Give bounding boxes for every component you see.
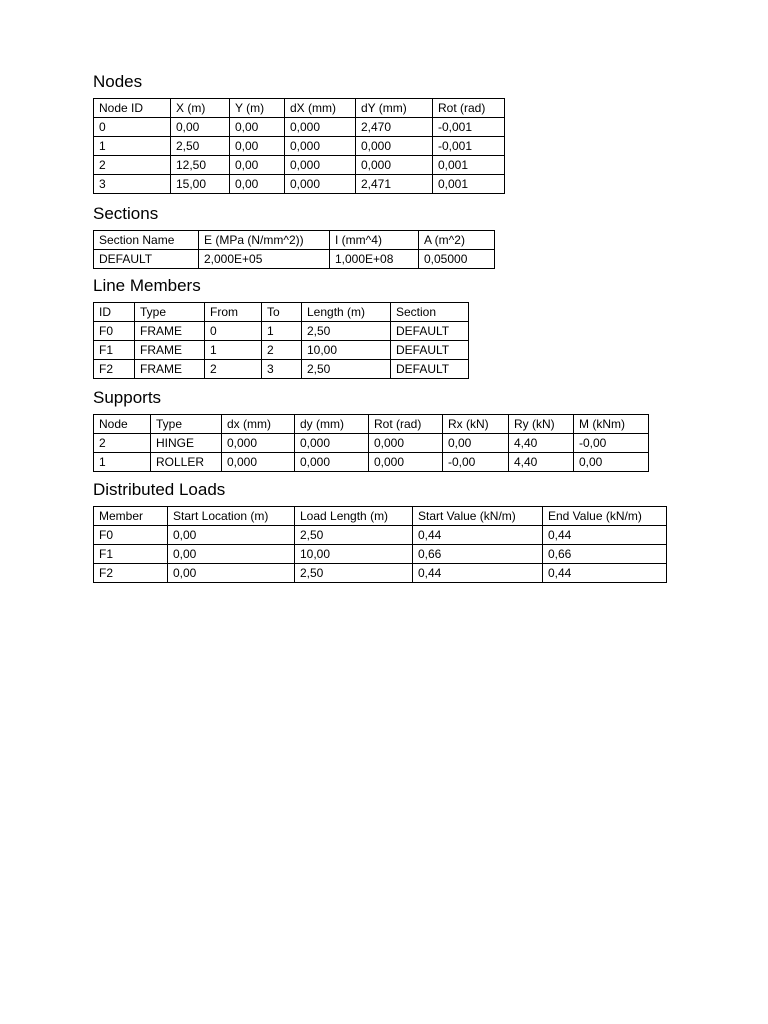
table-cell: 15,00 [171,175,230,194]
table-cell: 2,50 [302,322,391,341]
column-header: Rx (kN) [443,415,509,434]
table-row [94,118,505,137]
table-cell: 1 [94,137,171,156]
table-cell: 2 [262,341,302,360]
table-cell: 1 [262,322,302,341]
table-cell: 0,00 [230,118,285,137]
column-header: Length (m) [302,303,391,322]
table-cell: DEFAULT [391,341,469,360]
table-cell: 1,000E+08 [330,250,419,269]
table-row [94,360,469,379]
table-cell: 2,000E+05 [199,250,330,269]
table-cell: F2 [94,360,135,379]
table-cell: 0,000 [285,118,356,137]
table-cell: 0,44 [413,526,543,545]
distributed-loads-table [93,506,667,583]
table-cell: 0,001 [433,156,505,175]
table-cell: 0 [205,322,262,341]
table-cell: 0,001 [433,175,505,194]
table-cell: 0,00 [171,118,230,137]
table-row [94,175,505,194]
column-header: ID [94,303,135,322]
table-cell: 2,470 [356,118,433,137]
table-cell: 0,05000 [419,250,495,269]
table-cell: 2,50 [302,360,391,379]
column-header: Rot (rad) [433,99,505,118]
column-header: E (MPa (N/mm^2)) [199,231,330,250]
column-header: dy (mm) [295,415,369,434]
column-header: I (mm^4) [330,231,419,250]
nodes-section [93,72,505,194]
column-header: dX (mm) [285,99,356,118]
sections-table [93,230,495,269]
table-cell: 0,66 [413,545,543,564]
table-cell: F0 [94,322,135,341]
table-cell: HINGE [151,434,222,453]
table-cell: 12,50 [171,156,230,175]
column-header: M (kNm) [574,415,649,434]
table-cell: 0,00 [443,434,509,453]
table-cell: 0,00 [168,564,295,583]
table-cell: F0 [94,526,168,545]
table-cell: 0,66 [543,545,667,564]
table-cell: 4,40 [509,453,574,472]
table-cell: 2,471 [356,175,433,194]
table-cell: 0,00 [168,526,295,545]
column-header: Ry (kN) [509,415,574,434]
table-cell: -0,00 [443,453,509,472]
column-header: Y (m) [230,99,285,118]
column-header: Type [151,415,222,434]
column-header: X (m) [171,99,230,118]
table-cell: 2 [205,360,262,379]
table-header-row [94,303,469,322]
sections-section [93,204,495,269]
table-cell: DEFAULT [391,360,469,379]
table-cell: 0 [94,118,171,137]
table-cell: FRAME [135,360,205,379]
column-header: Rot (rad) [369,415,443,434]
column-header: dx (mm) [222,415,295,434]
distributed-loads-section [93,480,667,583]
table-cell: 2,50 [171,137,230,156]
table-cell: 0,000 [222,453,295,472]
column-header: Section [391,303,469,322]
table-cell: 0,00 [230,175,285,194]
table-cell: 0,00 [230,137,285,156]
table-cell: 2,50 [295,526,413,545]
column-header: Section Name [94,231,199,250]
table-cell: 0,000 [285,175,356,194]
table-cell: FRAME [135,322,205,341]
table-cell: F1 [94,545,168,564]
nodes-heading: Nodes [93,72,143,91]
nodes-table [93,98,505,194]
supports-table [93,414,649,472]
table-cell: 1 [205,341,262,360]
table-row [94,526,667,545]
table-cell: 3 [262,360,302,379]
table-cell: 0,000 [222,434,295,453]
column-header: Node ID [94,99,171,118]
table-header-row [94,507,667,526]
table-cell: DEFAULT [94,250,199,269]
table-cell: 0,000 [295,434,369,453]
table-cell: 10,00 [295,545,413,564]
column-header: From [205,303,262,322]
table-cell: 0,000 [369,453,443,472]
table-cell: 2,50 [295,564,413,583]
table-cell: 0,000 [369,434,443,453]
table-row [94,137,505,156]
table-row [94,156,505,175]
column-header: To [262,303,302,322]
table-header-row [94,231,495,250]
table-header-row [94,415,649,434]
table-cell: FRAME [135,341,205,360]
table-row [94,434,649,453]
table-cell: 0,00 [168,545,295,564]
column-header: Load Length (m) [295,507,413,526]
table-cell: DEFAULT [391,322,469,341]
column-header: Start Location (m) [168,507,295,526]
table-cell: 0,00 [574,453,649,472]
table-cell: 10,00 [302,341,391,360]
line-members-heading: Line Members [93,276,201,295]
table-cell: 0,000 [285,156,356,175]
column-header: Type [135,303,205,322]
table-cell: 0,00 [230,156,285,175]
table-row [94,564,667,583]
column-header: Member [94,507,168,526]
distributed-loads-heading: Distributed Loads [93,480,226,499]
table-cell: 4,40 [509,434,574,453]
column-header: A (m^2) [419,231,495,250]
column-header: Start Value (kN/m) [413,507,543,526]
column-header: End Value (kN/m) [543,507,667,526]
column-header: Node [94,415,151,434]
table-cell: 3 [94,175,171,194]
table-cell: 0,000 [356,156,433,175]
table-cell: -0,001 [433,137,505,156]
table-row [94,250,495,269]
table-row [94,545,667,564]
line-members-table [93,302,469,379]
table-cell: 2 [94,434,151,453]
table-row [94,322,469,341]
table-header-row [94,99,505,118]
table-cell: 0,44 [543,526,667,545]
column-header: dY (mm) [356,99,433,118]
table-cell: 0,000 [356,137,433,156]
table-cell: F2 [94,564,168,583]
supports-section [93,388,649,472]
table-cell: 0,000 [295,453,369,472]
table-cell: -0,001 [433,118,505,137]
table-row [94,453,649,472]
table-cell: 1 [94,453,151,472]
table-cell: 2 [94,156,171,175]
line-members-section [93,276,469,379]
table-row [94,341,469,360]
supports-heading: Supports [93,388,162,407]
sections-heading: Sections [93,204,159,223]
table-cell: -0,00 [574,434,649,453]
table-cell: 0,44 [543,564,667,583]
table-cell: ROLLER [151,453,222,472]
table-cell: 0,000 [285,137,356,156]
table-cell: F1 [94,341,135,360]
table-cell: 0,44 [413,564,543,583]
